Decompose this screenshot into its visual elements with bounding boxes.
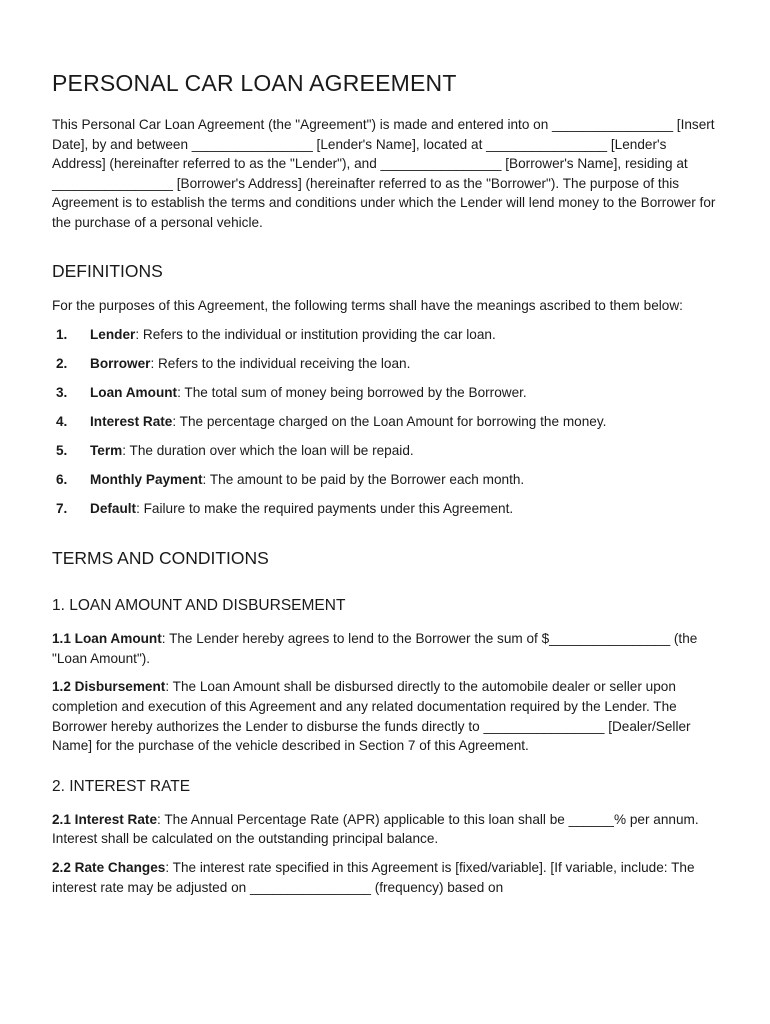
- clause-2-1: [52, 810, 718, 849]
- list-item: [52, 441, 718, 470]
- list-number: 5.: [56, 443, 68, 459]
- defined-term: Interest Rate: [90, 414, 173, 430]
- list-number: 3.: [56, 385, 68, 401]
- definition-text: : Failure to make the required payments under this Agreement.: [136, 501, 514, 517]
- definition-text: : The total sum of money being borrowed by the Borrower.: [177, 385, 527, 401]
- section-heading-interest-rate: 2. INTEREST RATE: [52, 777, 191, 795]
- document-title: PERSONAL CAR LOAN AGREEMENT: [52, 70, 457, 96]
- defined-term: Monthly Payment: [90, 472, 203, 488]
- definition-text: : Refers to the individual receiving the loan.: [150, 356, 411, 372]
- list-number: 2.: [56, 356, 68, 372]
- defined-term: Borrower: [90, 356, 151, 372]
- definitions-heading: DEFINITIONS: [52, 260, 163, 281]
- clause-label: 1.1 Loan Amount: [52, 631, 162, 647]
- clause-label: 2.2 Rate Changes: [52, 859, 166, 875]
- terms-heading: TERMS AND CONDITIONS: [52, 548, 269, 569]
- list-item: [52, 499, 718, 528]
- definition-text: : The percentage charged on the Loan Amount for borrowing the money.: [172, 414, 607, 430]
- intro-paragraph: This Personal Car Loan Agreement (the "Agreement") is made and entered into on ________________ [Insert Date], by and between ________________ [Lender's Name], located at ________________ [Lender's Address] (hereinafter referred to as the "Lender"), and ________________ [Borrower's Name], residing at ________________ [Borrower's Address] (hereinafter referred to as the "Borrower"). The purpose of this Agreement is to establish the terms and conditions under which the Lender will lend money to the Borrower for the purchase of a personal vehicle.: [52, 117, 716, 230]
- definition-text: : Refers to the individual or institution providing the car loan.: [135, 327, 496, 343]
- clause-text: : The Annual Percentage Rate (APR) applicable to this loan shall be ______% per annum. Interest shall be calculated on the outstanding principal balance.: [52, 811, 699, 847]
- clause-label: 2.1 Interest Rate: [52, 811, 158, 827]
- list-number: 4.: [56, 414, 68, 430]
- list-number: 7.: [56, 501, 68, 517]
- clause-1-1: [52, 629, 718, 668]
- section-heading-loan-amount: 1. LOAN AMOUNT AND DISBURSEMENT: [52, 597, 346, 615]
- clause-text: : The Lender hereby agrees to lend to the Borrower the sum of $________________ (the "Loan Amount").: [52, 631, 698, 666]
- list-number: 1.: [56, 327, 68, 343]
- list-item: [52, 383, 718, 412]
- defined-term: Loan Amount: [90, 385, 178, 401]
- list-item: [52, 470, 718, 499]
- clause-2-2: [52, 858, 718, 897]
- list-number: 6.: [56, 472, 68, 488]
- clause-label: 1.2 Disbursement: [52, 679, 166, 695]
- defined-term: Lender: [90, 327, 136, 343]
- clause-1-2: [52, 677, 718, 755]
- definition-text: : The amount to be paid by the Borrower each month.: [202, 472, 525, 488]
- list-item: [52, 412, 718, 441]
- defined-term: Default: [90, 501, 137, 517]
- definition-text: : The duration over which the loan will be repaid.: [122, 443, 414, 459]
- definitions-intro: For the purposes of this Agreement, the following terms shall have the meanings ascribed to them below:: [52, 297, 683, 313]
- clause-text: : The interest rate specified in this Agreement is [fixed/variable]. [If variable, include: The interest rate may be adjusted on ________________ (frequency) based on: [52, 859, 695, 895]
- clause-text: : The Loan Amount shall be disbursed directly to the automobile dealer or seller upon completion and execution of this Agreement and any related documentation required by the Lender. The Borrower hereby authorizes the Lender to disburse the funds directly to ________________ [Dealer/Seller Name] for the purchase of the vehicle described in Section 7 of this Agreement.: [52, 679, 691, 754]
- list-item: [52, 325, 718, 354]
- defined-term: Term: [90, 443, 123, 459]
- list-item: [52, 354, 718, 383]
- definitions-list: [52, 325, 718, 528]
